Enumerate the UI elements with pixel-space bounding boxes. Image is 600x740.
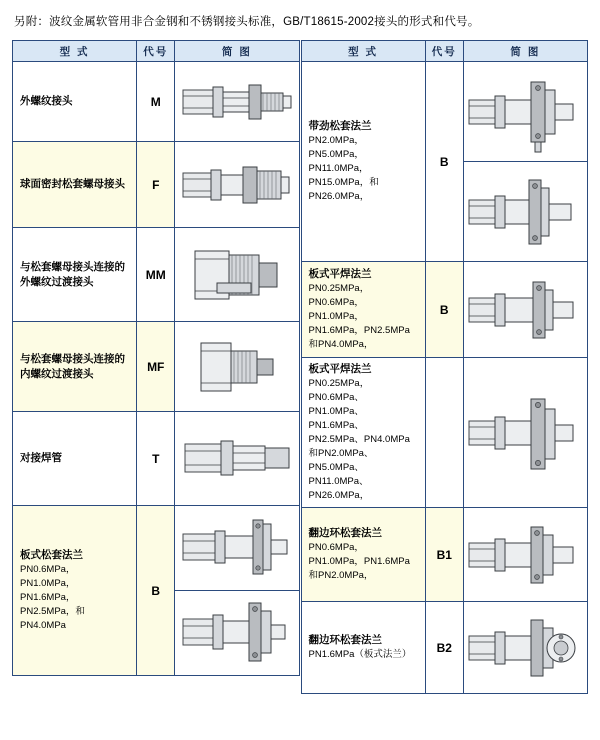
row-type-label: 与松套螺母接头连接的内螺纹过渡接头 — [20, 352, 125, 380]
row-type-sublabel: PN2.0MPa，PN5.0MPa，PN11.0MPa，PN15.0MPa，和PN26.0MPa， — [308, 135, 379, 202]
row-type-cell — [13, 412, 137, 506]
row-code-cell: B1 — [425, 508, 463, 602]
row-type-label: 翻边环松套法兰 — [308, 634, 382, 646]
row-type-cell — [301, 62, 425, 262]
row-code-cell: T — [137, 412, 175, 506]
row-code-cell: M — [137, 62, 175, 142]
figure-bottom — [175, 591, 298, 675]
row-type-cell — [301, 358, 425, 508]
row-figure-cell — [463, 62, 587, 162]
page-title: 另附：波纹金属软管用非合金钢和不锈钢接头标准，GB/T18615-2002接头的形式和代号。 — [14, 16, 480, 28]
row-figure-cell — [175, 62, 299, 142]
row-type-cell — [13, 228, 137, 322]
row-type-sublabel: PN0.25MPa，PN0.6MPa、PN1.0MPa、PN1.6MPa、PN2.5MPa、PN4.0MPa 和PN2.0MPa、PN5.0MPa、PN11.0MPa、PN26.0MPa， — [308, 378, 410, 501]
row-figure-cell — [175, 142, 299, 228]
table-row — [301, 62, 588, 162]
male-transition-fitting-icon — [175, 237, 298, 313]
figure-top — [175, 506, 298, 591]
row-type-sublabel: PN0.6MPa，PN1.0MPa，PN1.6MPa和PN2.0MPa， — [308, 542, 410, 581]
header-code: 代号 — [425, 41, 463, 62]
table-row — [301, 602, 588, 694]
plate-flat-weld-flange-b-icon — [464, 379, 587, 487]
row-type-sublabel: PN0.25MPa，PN0.6MPa，PN1.0MPa，PN1.6MPa，PN2.5MPa和PN4.0MPa， — [308, 283, 410, 350]
tables-container — [12, 40, 588, 694]
row-type-label: 板式平焊法兰 — [308, 363, 372, 375]
row-code-cell: F — [137, 142, 175, 228]
row-type-label: 对接焊管 — [20, 452, 62, 464]
row-figure-cell — [463, 358, 587, 508]
row-code-cell: B — [137, 506, 175, 676]
header-figure: 简 图 — [463, 41, 587, 62]
row-type-label: 与松套螺母接头连接的外螺纹过渡接头 — [20, 260, 125, 288]
table-row — [13, 506, 300, 676]
ribbed-loose-flange-a-icon — [464, 66, 587, 158]
row-type-cell — [301, 602, 425, 694]
row-code-cell: B — [425, 262, 463, 358]
table-row — [13, 142, 300, 228]
row-figure-cell — [463, 508, 587, 602]
row-type-cell — [13, 142, 137, 228]
header-figure: 简 图 — [175, 41, 299, 62]
table-header-row — [13, 41, 300, 62]
lap-joint-flange-a-icon — [464, 513, 587, 597]
table-row — [13, 322, 300, 412]
row-code-cell: MF — [137, 322, 175, 412]
row-type-cell — [13, 62, 137, 142]
table-row — [13, 62, 300, 142]
right-table — [301, 40, 589, 694]
spherical-seal-union-nut-fitting-icon — [175, 153, 298, 217]
row-type-label: 球面密封松套螺母接头 — [20, 178, 125, 190]
table-row — [13, 412, 300, 506]
row-figure-cell — [175, 228, 299, 322]
row-type-label: 外螺纹接头 — [20, 95, 73, 107]
header-type: 型 式 — [13, 41, 137, 62]
row-figure-cell — [463, 262, 587, 358]
header-code: 代号 — [137, 41, 175, 62]
table-row — [301, 508, 588, 602]
row-type-cell — [301, 508, 425, 602]
lap-joint-flange-b-icon — [464, 608, 587, 688]
female-transition-fitting-icon — [175, 331, 298, 403]
header-type: 型 式 — [301, 41, 425, 62]
row-code-cell: B — [425, 62, 463, 262]
row-type-cell — [301, 262, 425, 358]
row-type-cell — [13, 322, 137, 412]
table-row — [13, 228, 300, 322]
row-type-sublabel: PN0.6MPa，PN1.0MPa，PN1.6MPa，PN2.5MPa，和PN4.0MPa — [20, 564, 85, 631]
row-code-cell: MM — [137, 228, 175, 322]
butt-weld-pipe-icon — [175, 426, 298, 492]
row-code-cell: B2 — [425, 602, 463, 694]
row-type-label: 翻边环松套法兰 — [308, 527, 382, 539]
plate-loose-flange-icon — [175, 506, 298, 590]
table-row — [301, 358, 588, 508]
row-type-label: 板式松套法兰 — [20, 549, 83, 561]
row-type-label: 带劲松套法兰 — [308, 120, 372, 132]
plate-flat-weld-flange-a-icon — [464, 266, 587, 354]
row-figure-cell — [463, 162, 587, 262]
row-figure-cell — [175, 506, 299, 676]
row-figure-cell — [175, 322, 299, 412]
left-table — [12, 40, 300, 676]
plate-loose-flange-end-icon — [175, 591, 298, 675]
row-figure-cell — [463, 602, 587, 694]
row-code-cell — [425, 358, 463, 508]
row-figure-cell — [175, 412, 299, 506]
ribbed-loose-flange-b-icon — [464, 166, 587, 258]
row-type-sublabel: PN1.6MPa（板式法兰） — [308, 649, 412, 660]
table-row — [301, 262, 588, 358]
row-type-cell — [13, 506, 137, 676]
row-type-label: 板式平焊法兰 — [308, 268, 372, 280]
male-thread-fitting-icon — [175, 70, 298, 134]
table-header-row — [301, 41, 588, 62]
